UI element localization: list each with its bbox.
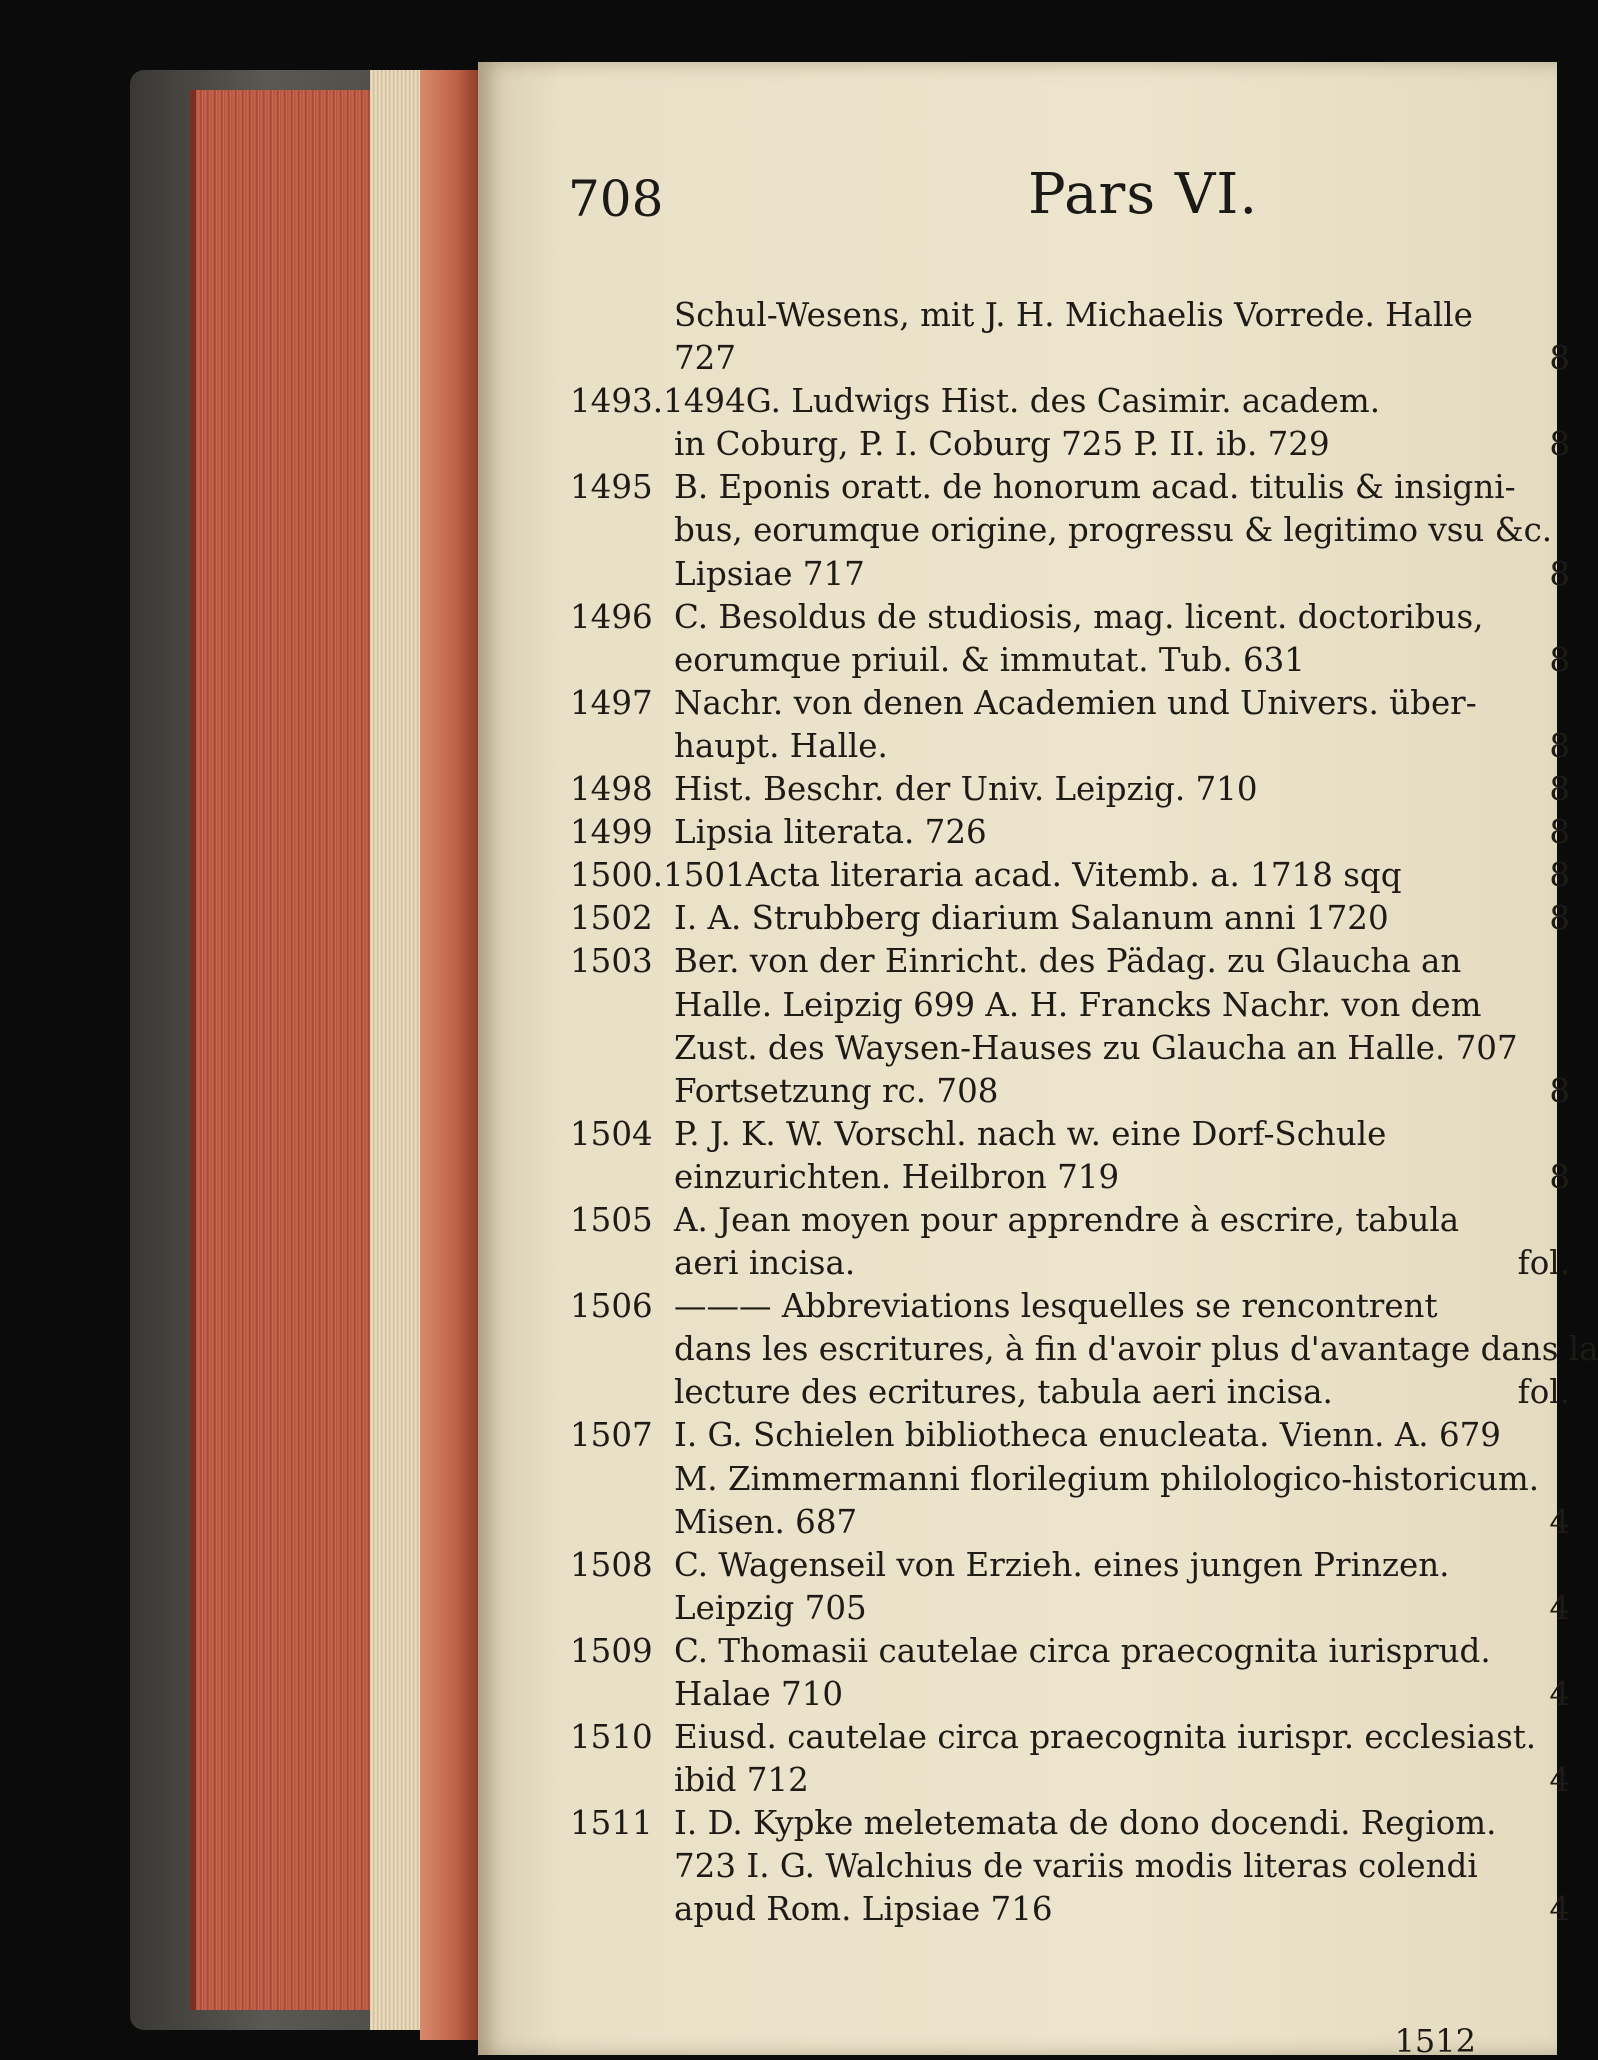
- entry-number: 1507: [570, 1416, 653, 1455]
- entry-number: 1497: [570, 683, 653, 722]
- entry-line: [570, 682, 1570, 725]
- entry-line: [570, 596, 1570, 639]
- entry-line: [570, 1458, 1570, 1501]
- entry-text: I. D. Kypke meletemata de dono docendi. Regiom.: [674, 1804, 1497, 1843]
- entry-line: [570, 1156, 1570, 1199]
- entry-format: 8: [1549, 726, 1570, 765]
- entry-format: 4: [1549, 1502, 1570, 1541]
- entry-format: 8: [1549, 1157, 1570, 1196]
- entry-text: 723 I. G. Walchius de variis modis literas colendi: [674, 1847, 1478, 1886]
- entry-line: [570, 1587, 1570, 1630]
- entry-line: [570, 1242, 1570, 1285]
- entry-format: 8: [1549, 425, 1570, 464]
- entry-text: eorumque priuil. & immutat. Tub. 631: [674, 640, 1305, 679]
- entry-text: Halae 710: [674, 1675, 844, 1713]
- entry-text: einzurichten. Heilbron 719: [674, 1157, 1120, 1196]
- entry-number: 1510: [570, 1718, 653, 1757]
- entry-text: P. J. K. W. Vorschl. nach w. eine Dorf-Schule: [674, 1114, 1387, 1153]
- page-edge-shadow: [420, 70, 480, 2040]
- entry-text: dans les escritures, à fin d'avoir plus d'avantage dans la: [674, 1330, 1598, 1369]
- entry-text: Lipsiae 717: [674, 554, 865, 593]
- entry-format: 8: [1549, 339, 1570, 378]
- entry-text: Leipzig 705: [674, 1588, 867, 1627]
- catchword: 1512: [1394, 2022, 1476, 2060]
- entry-text: Misen. 687: [674, 1502, 858, 1541]
- entry-line: [570, 553, 1570, 596]
- entry-number: 1499: [570, 813, 653, 852]
- entry-line: [570, 725, 1570, 768]
- entry-line: [570, 897, 1570, 940]
- entry-format: 4: [1549, 1675, 1570, 1713]
- entry-text: A. Jean moyen pour apprendre à escrire, tabula: [674, 1200, 1460, 1239]
- entry-text: C. Thomasii cautelae circa praecognita iurisprud.: [674, 1631, 1491, 1670]
- entry-format: 4: [1549, 1890, 1570, 1929]
- entry-line: [570, 811, 1570, 854]
- entry-number: 1496: [570, 597, 653, 636]
- entry-text: Hist. Beschr. der Univ. Leipzig. 710: [674, 770, 1258, 809]
- entry-format: 8: [1549, 1071, 1570, 1110]
- entry-text: in Coburg, P. I. Coburg 725 P. II. ib. 729: [674, 425, 1330, 464]
- entry-format: fol.: [1517, 1244, 1570, 1283]
- entry-number: 1500.1501: [570, 856, 746, 895]
- entry-text: C. Wagenseil von Erzieh. eines jungen Prinzen.: [674, 1545, 1450, 1584]
- entry-line: [570, 1673, 1570, 1716]
- entry-line: [570, 639, 1570, 682]
- entry-line: [570, 1199, 1570, 1242]
- entry-text: apud Rom. Lipsiae 716: [674, 1890, 1053, 1929]
- entry-text: Ber. von der Einricht. des Pädag. zu Glaucha an: [674, 942, 1462, 981]
- entry-format: 8: [1549, 856, 1570, 895]
- entry-text: Zust. des Waysen-Hauses zu Glaucha an Halle. 707: [674, 1028, 1518, 1067]
- entry-line: [570, 1328, 1598, 1371]
- entry-text: C. Besoldus de studiosis, mag. licent. doctoribus,: [674, 597, 1484, 636]
- entry-line: [570, 1716, 1570, 1759]
- entry-line: [570, 466, 1570, 509]
- entry-number: 1502: [570, 899, 653, 938]
- entry-number: 1503: [570, 942, 653, 981]
- entry-text: Schul-Wesens, mit J. H. Michaelis Vorrede. Halle: [674, 296, 1473, 334]
- entry-text: Fortsetzung rc. 708: [674, 1071, 999, 1110]
- entry-format: 8: [1549, 899, 1570, 938]
- entry-line: [570, 1544, 1570, 1587]
- entry-format: 8: [1549, 813, 1570, 852]
- entry-number: 1504: [570, 1114, 653, 1153]
- entry-text: M. Zimmermanni florilegium philologico-historicum.: [674, 1459, 1540, 1498]
- entry-text: Nachr. von denen Academien und Univers. über-: [674, 683, 1477, 722]
- entry-text: I. G. Schielen bibliotheca enucleata. Vienn. A. 679: [674, 1416, 1501, 1455]
- entry-text: ——— Abbreviations lesquelles se rencontrent: [674, 1287, 1438, 1326]
- entry-number: 1505: [570, 1200, 653, 1239]
- entry-line: [570, 1845, 1570, 1888]
- entry-number: 1506: [570, 1287, 653, 1326]
- entry-number: 1509: [570, 1631, 653, 1670]
- entry-line: [570, 1285, 1570, 1328]
- entry-format: 8: [1549, 770, 1570, 809]
- entry-line: [570, 1759, 1570, 1802]
- page-number: 708: [568, 170, 664, 228]
- entry-line: [570, 1888, 1570, 1931]
- entry-line: [570, 509, 1570, 552]
- entry-text: bus, eorumque origine, progressu & legitimo vsu &c.: [674, 511, 1553, 550]
- entry-line: [570, 1027, 1570, 1070]
- entry-text: Acta literaria acad. Vitemb. a. 1718 sqq: [745, 856, 1402, 895]
- catalogue-entries: [570, 294, 1598, 1932]
- entry-number: 1493.1494: [570, 382, 746, 421]
- entry-line: [570, 854, 1570, 897]
- entry-text: haupt. Halle.: [674, 726, 888, 765]
- entry-text: lecture des ecritures, tabula aeri incisa.: [674, 1373, 1333, 1412]
- entry-text: Eiusd. cautelae circa praecognita iurispr. ecclesiast.: [674, 1718, 1537, 1757]
- running-head: Pars VI.: [1028, 162, 1259, 227]
- entry-line: [570, 294, 1570, 337]
- entry-line: [570, 1371, 1570, 1414]
- entry-line: [570, 1630, 1570, 1673]
- entry-line: [570, 1070, 1570, 1113]
- entry-line: [570, 1802, 1570, 1845]
- entry-line: [570, 380, 1570, 423]
- entry-number: 1498: [570, 770, 653, 809]
- entry-format: 8: [1549, 554, 1570, 593]
- entry-line: [570, 768, 1570, 811]
- entry-text: ibid 712: [674, 1761, 809, 1800]
- entry-line: [570, 423, 1570, 466]
- entry-text: G. Ludwigs Hist. des Casimir. academ.: [745, 382, 1381, 421]
- entry-format: 8: [1549, 640, 1570, 679]
- entry-text: aeri incisa.: [674, 1244, 856, 1283]
- entry-line: [570, 1414, 1570, 1457]
- entry-format: 4: [1549, 1588, 1570, 1627]
- page-header: [568, 162, 1528, 252]
- entry-text: Lipsia literata. 726: [674, 813, 987, 852]
- entry-line: [570, 984, 1570, 1027]
- entry-line: [570, 940, 1570, 983]
- entry-format: fol.: [1517, 1373, 1570, 1412]
- entry-text: Halle. Leipzig 699 A. H. Francks Nachr. von dem: [674, 985, 1482, 1024]
- book-page: [478, 62, 1598, 2060]
- entry-number: 1508: [570, 1545, 653, 1584]
- entry-line: [570, 1501, 1570, 1544]
- entry-number: 1495: [570, 468, 653, 507]
- entry-format: 4: [1549, 1761, 1570, 1800]
- entry-text: I. A. Strubberg diarium Salanum anni 1720: [674, 899, 1389, 938]
- entry-text: B. Eponis oratt. de honorum acad. titulis & insigni-: [674, 468, 1516, 507]
- entry-number: 1511: [570, 1804, 653, 1843]
- entry-text: 727: [674, 339, 737, 378]
- entry-line: [570, 1113, 1570, 1156]
- entry-line: [570, 337, 1570, 380]
